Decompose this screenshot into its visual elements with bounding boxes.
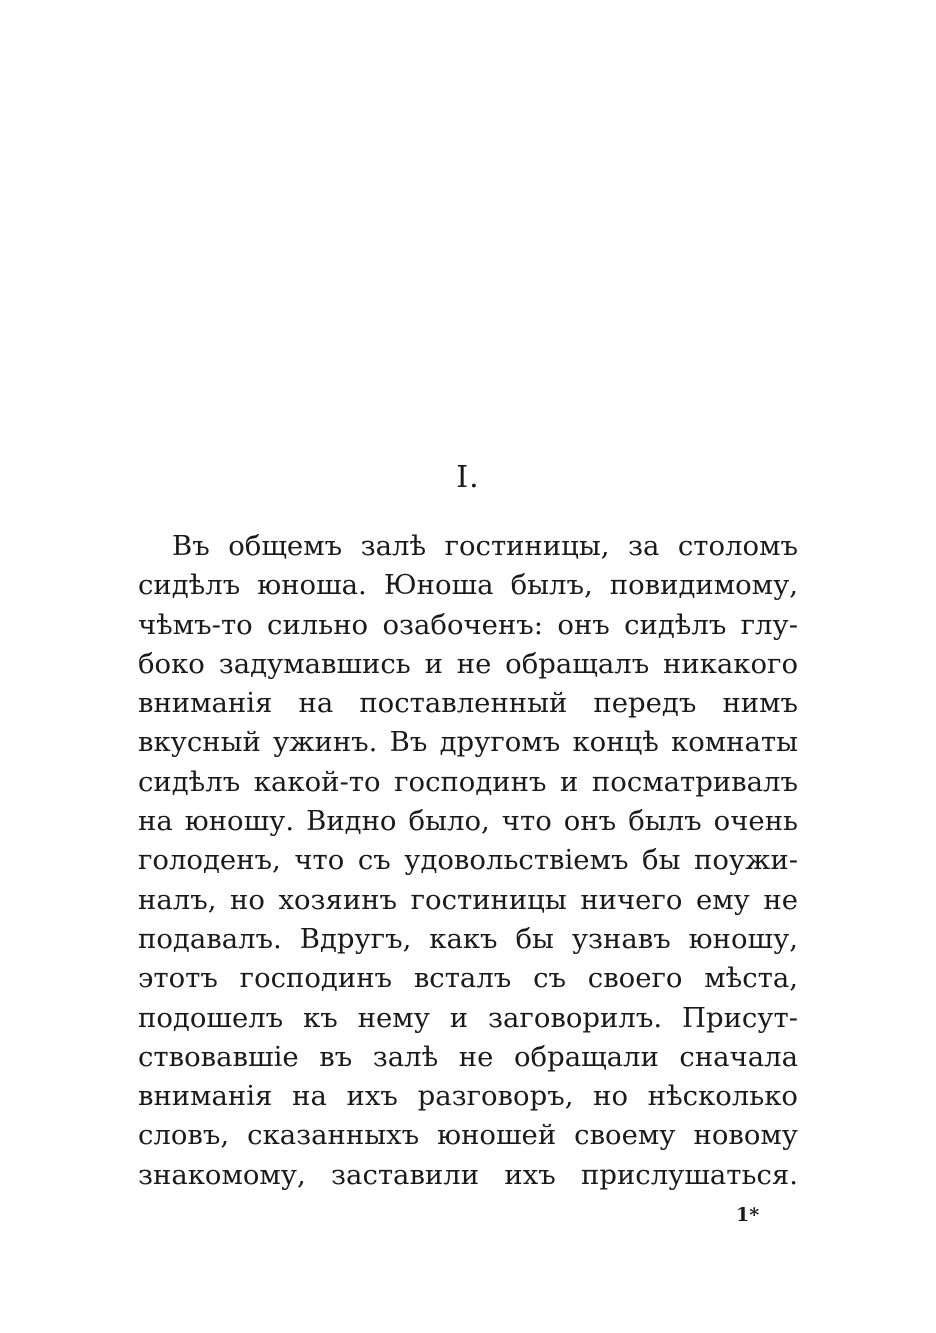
text-line: на юношу. Видно было, что онъ былъ очень bbox=[138, 805, 798, 838]
text-line: вниманія на поставленный передъ нимъ bbox=[138, 687, 798, 720]
text-line: налъ, но хозяинъ гостиницы ничего ему не bbox=[138, 883, 798, 916]
text-line: боко задумавшись и не обращалъ никакого bbox=[138, 647, 798, 680]
text-line: голоденъ, что съ удовольствіемъ бы поужи- bbox=[138, 844, 798, 877]
text-line: сидѣлъ юноша. Юноша былъ, повидимому, bbox=[138, 569, 798, 602]
text-line: подавалъ. Вдругъ, какъ бы узнавъ юношу, bbox=[138, 922, 798, 955]
text-line: сидѣлъ какой-то господинъ и посматривалъ bbox=[138, 765, 798, 798]
text-line: подошелъ къ нему и заговорилъ. Присут- bbox=[138, 1001, 798, 1034]
text-line: знакомому, заставили ихъ прислушаться. bbox=[138, 1158, 798, 1191]
paragraph bbox=[138, 527, 798, 1195]
text-line: вкусный ужинъ. Въ другомъ концѣ комнаты bbox=[138, 726, 798, 759]
text-line: Въ общемъ залѣ гостиницы, за столомъ bbox=[172, 530, 798, 562]
text-line: вниманія на ихъ разговоръ, но нѣсколько bbox=[138, 1080, 798, 1113]
text-line: ствовавшіе въ залѣ не обращали сначала bbox=[138, 1040, 798, 1073]
text-line: чѣмъ-то сильно озабоченъ: онъ сидѣлъ глу- bbox=[138, 608, 798, 641]
chapter-heading: I. bbox=[456, 460, 480, 495]
text-line: этотъ господинъ всталъ съ своего мѣста, bbox=[138, 962, 798, 995]
signature-mark: 1* bbox=[736, 1204, 760, 1226]
text-line: словъ, сказанныхъ юношей своему новому bbox=[138, 1119, 798, 1152]
